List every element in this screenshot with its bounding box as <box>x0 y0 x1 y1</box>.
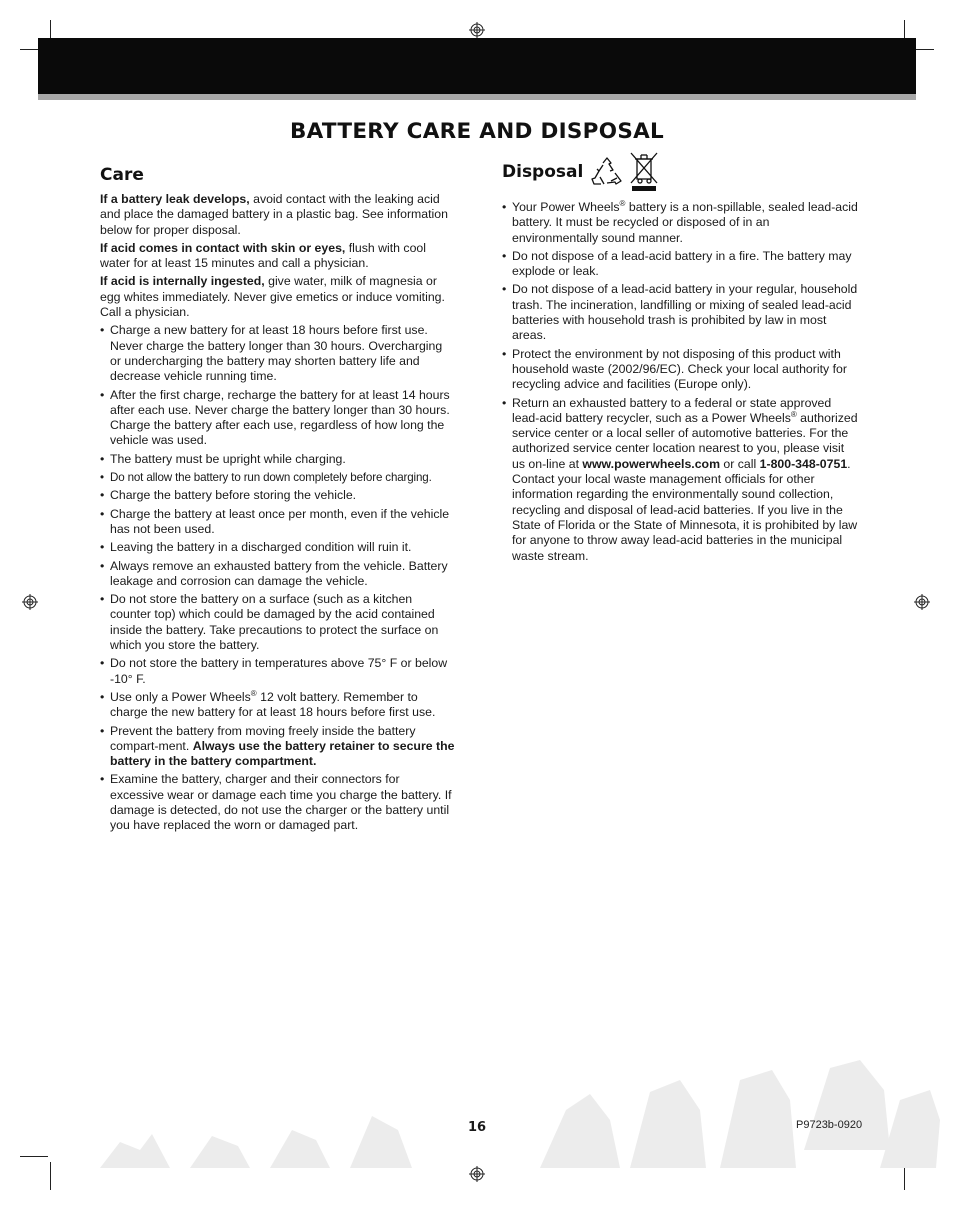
ingested-warning-text: give water, milk of magnesia or egg whites immediately. Never give emetics or induce vomiting. Call a physician. <box>100 274 445 320</box>
bullet-text: Return an exhausted battery to a federal or state approved lead-acid battery recycler, such as a Power Wheels <box>512 395 832 425</box>
registered-mark: ® <box>250 688 257 698</box>
care-paragraph <box>100 274 456 320</box>
registration-mark-icon <box>914 594 930 610</box>
care-heading: Care <box>100 165 144 185</box>
website-link[interactable]: www.powerwheels.com <box>582 456 720 471</box>
skin-warning-bold: If acid comes in contact with skin or eyes, <box>100 240 346 255</box>
bullet-text: authorized service center or a local seller of automotive batteries. For the authorized service center location nearest to you, please visit us on-line at <box>512 410 858 471</box>
registration-mark-icon <box>22 594 38 610</box>
care-bullet: • Do not store the battery on a surface (such as a kitchen counter top) which could be damaged by the acid contained inside the battery. Take precautions to protect the surface on which you store the battery. <box>100 592 456 653</box>
care-bullet-list <box>100 323 456 833</box>
registered-mark: ® <box>619 198 626 208</box>
disposal-bullet: • Do not dispose of a lead-acid battery in a fire. The battery may explode or leak. <box>502 249 858 280</box>
disposal-heading: Disposal <box>502 162 584 182</box>
care-bullet: • Charge a new battery for at least 18 hours before first use. Never charge the battery longer than 30 hours. Overcharging or undercharging the battery may shorten battery life and decrease vehicle running time. <box>100 323 456 384</box>
header-band <box>38 38 916 94</box>
care-section <box>100 164 456 837</box>
care-bullet: • Leaving the battery in a discharged condition will ruin it. <box>100 540 456 555</box>
care-bullet: • Do not store the battery in temperatures above 75° F or below -10° F. <box>100 656 456 687</box>
disposal-bullet <box>502 396 858 564</box>
document-code: P9723b-0920 <box>796 1119 863 1131</box>
care-bullet <box>100 724 456 770</box>
care-paragraph <box>100 192 456 238</box>
leak-warning-text: avoid contact with the leaking acid and place the damaged battery in a plastic bag. See information below for proper disposal. <box>100 192 448 237</box>
bullet-text: Prevent the battery from moving freely inside the battery compart-ment. <box>110 723 416 753</box>
registered-mark: ® <box>790 409 797 419</box>
disposal-bullet: • Protect the environment by not disposing of this product with household waste (2002/96/EC). Check your local authority for recycling advice and facilities (Europe only). <box>502 347 858 393</box>
phone-number: 1-800-348-0751 <box>759 456 848 471</box>
bullet-text: Your Power Wheels <box>512 200 620 214</box>
care-bullet <box>100 690 456 721</box>
page-number: 16 <box>467 1120 487 1135</box>
care-bullet: • Always remove an exhausted battery from the vehicle. Battery leakage and corrosion can damage the vehicle. <box>100 559 456 590</box>
skin-warning-text: flush with cool water for at least 15 minutes and call a physician. <box>100 240 426 271</box>
header-band-shadow <box>38 94 916 100</box>
disposal-bullet <box>502 200 858 246</box>
recycle-icon <box>591 157 623 187</box>
disposal-bullet-list <box>502 200 858 564</box>
disposal-section <box>502 150 858 567</box>
bullet-text: . Contact your local waste management officials for other information regarding the environmentally sound collection, recycling and disposal of lead-acid batteries. If you live in the State of Florida or the State of Minnesota, it is prohibited by law for anyone to throw away lead-acid batteries in the municipal waste stream. <box>512 456 858 563</box>
care-bullet: • Do not allow the battery to run down completely before charging. <box>100 470 456 485</box>
care-bullet: • The battery must be upright while charging. <box>100 452 456 467</box>
disposal-header <box>502 150 858 194</box>
bullet-text: Use only a Power Wheels <box>110 689 251 704</box>
disposal-bullet: • Do not dispose of a lead-acid battery in your regular, household trash. The incineration, landfilling or mixing of sealed lead-acid batteries with household trash is prohibited by law in most areas. <box>502 282 858 343</box>
care-bullet: • Examine the battery, charger and their connectors for excessive wear or damage each time you charge the battery. If damage is detected, do not use the charger or the battery until you have replaced the worn or damaged part. <box>100 772 456 833</box>
care-bullet: • After the first charge, recharge the battery for at least 14 hours after each use. Never charge the battery longer than 30 hours. Charge the battery after each use, regardless of how long the vehicle was used. <box>100 388 456 449</box>
crossed-bin-icon <box>629 151 659 193</box>
registration-mark-icon <box>469 22 485 38</box>
bullet-text: 12 volt battery. Remember to charge the new battery for at least 18 hours before first use. <box>110 689 436 720</box>
care-bullet: • Charge the battery before storing the vehicle. <box>100 488 456 503</box>
leak-warning-bold: If a battery leak develops, <box>100 192 250 206</box>
care-paragraph <box>100 241 456 272</box>
care-bullet: • Charge the battery at least once per month, even if the vehicle has not been used. <box>100 507 456 538</box>
ingested-warning-bold: If acid is internally ingested, <box>100 274 265 289</box>
bullet-text: or call <box>720 456 760 471</box>
bullet-text: battery is a non-spillable, sealed lead-acid battery. It must be recycled or disposed of in an environmentally sound manner. <box>512 200 858 245</box>
retainer-warning-bold: Always use the battery retainer to secure the battery in the battery compartment. <box>110 738 455 769</box>
page-title: BATTERY CARE AND DISPOSAL <box>289 119 665 144</box>
footer-decoration <box>0 1050 954 1170</box>
